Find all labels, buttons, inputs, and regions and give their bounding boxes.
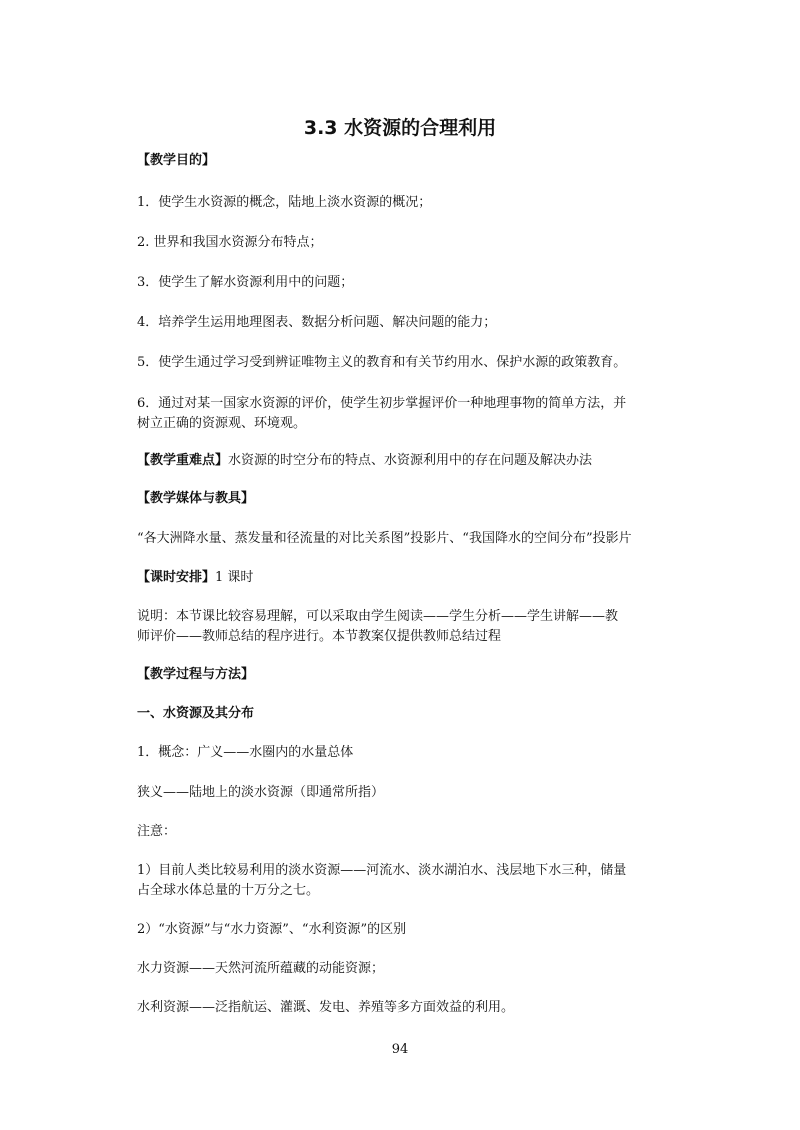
objective-item-6: 6．通过对某一国家水资源的评价，使学生初步掌握评价一种地理事物的简单方法，并 bbox=[137, 396, 627, 411]
objective-item-6-continued: 树立正确的资源观、环境观。 bbox=[137, 416, 307, 431]
note-label: 注意： bbox=[137, 824, 177, 839]
key-points-paragraph bbox=[137, 450, 667, 471]
objective-item-3: 3．使学生了解水资源利用中的问题； bbox=[137, 275, 354, 290]
concept-broad: 1．概念：广义——水圈内的水量总体 bbox=[137, 745, 354, 760]
objective-item-2: 2. 世界和我国水资源分布特点； bbox=[137, 235, 323, 250]
water-conservancy-definition: 水利资源——泛指航运、灌溉、发电、养殖等多方面效益的利用。 bbox=[137, 1000, 515, 1015]
note-line-1: 说明：本节课比较容易理解，可以采取由学生阅读——学生分析——学生讲解——教 bbox=[137, 609, 619, 624]
hydropower-definition: 水力资源——天然河流所蕴藏的动能资源； bbox=[137, 961, 385, 976]
schedule-text: 1 课时 bbox=[215, 570, 254, 585]
schedule-label: 【课时安排】 bbox=[137, 570, 216, 585]
media-heading: 【教学媒体与教具】 bbox=[137, 491, 255, 506]
section1-heading: 一、水资源及其分布 bbox=[137, 706, 255, 721]
objectives-heading: 【教学目的】 bbox=[137, 153, 216, 168]
note-item-1-continued: 占全球水体总量的十万分之七。 bbox=[137, 883, 320, 898]
page-title: 3.3 水资源的合理利用 bbox=[303, 117, 497, 139]
page-number: 94 bbox=[391, 1042, 409, 1057]
objective-item-4: 4．培养学生运用地理图表、数据分析问题、解决问题的能力； bbox=[137, 315, 497, 330]
note-item-2: 2）“水资源”与“水力资源”、“水利资源”的区别 bbox=[137, 922, 407, 937]
concept-narrow: 狭义——陆地上的淡水资源（即通常所指） bbox=[137, 785, 385, 800]
process-heading: 【教学过程与方法】 bbox=[137, 667, 255, 682]
objective-item-5: 5．使学生通过学习受到辨证唯物主义的教育和有关节约用水、保护水源的政策教育。 bbox=[137, 355, 627, 370]
schedule-paragraph bbox=[137, 567, 667, 588]
key-points-text: 水资源的时空分布的特点、水资源利用中的存在问题及解决办法 bbox=[228, 453, 593, 468]
note-line-2: 师评价——教师总结的程序进行。本节教案仅提供教师总结过程 bbox=[137, 629, 502, 644]
objective-item-1: 1．使学生水资源的概念，陆地上淡水资源的概况； bbox=[137, 195, 432, 210]
media-text: “各大洲降水量、蒸发量和径流量的对比关系图”投影片、“我国降水的空间分布”投影片 bbox=[137, 531, 632, 546]
note-item-1: 1）目前人类比较易利用的淡水资源——河流水、淡水湖泊水、浅层地下水三种，储量 bbox=[137, 863, 627, 878]
key-points-label: 【教学重难点】 bbox=[137, 453, 229, 468]
